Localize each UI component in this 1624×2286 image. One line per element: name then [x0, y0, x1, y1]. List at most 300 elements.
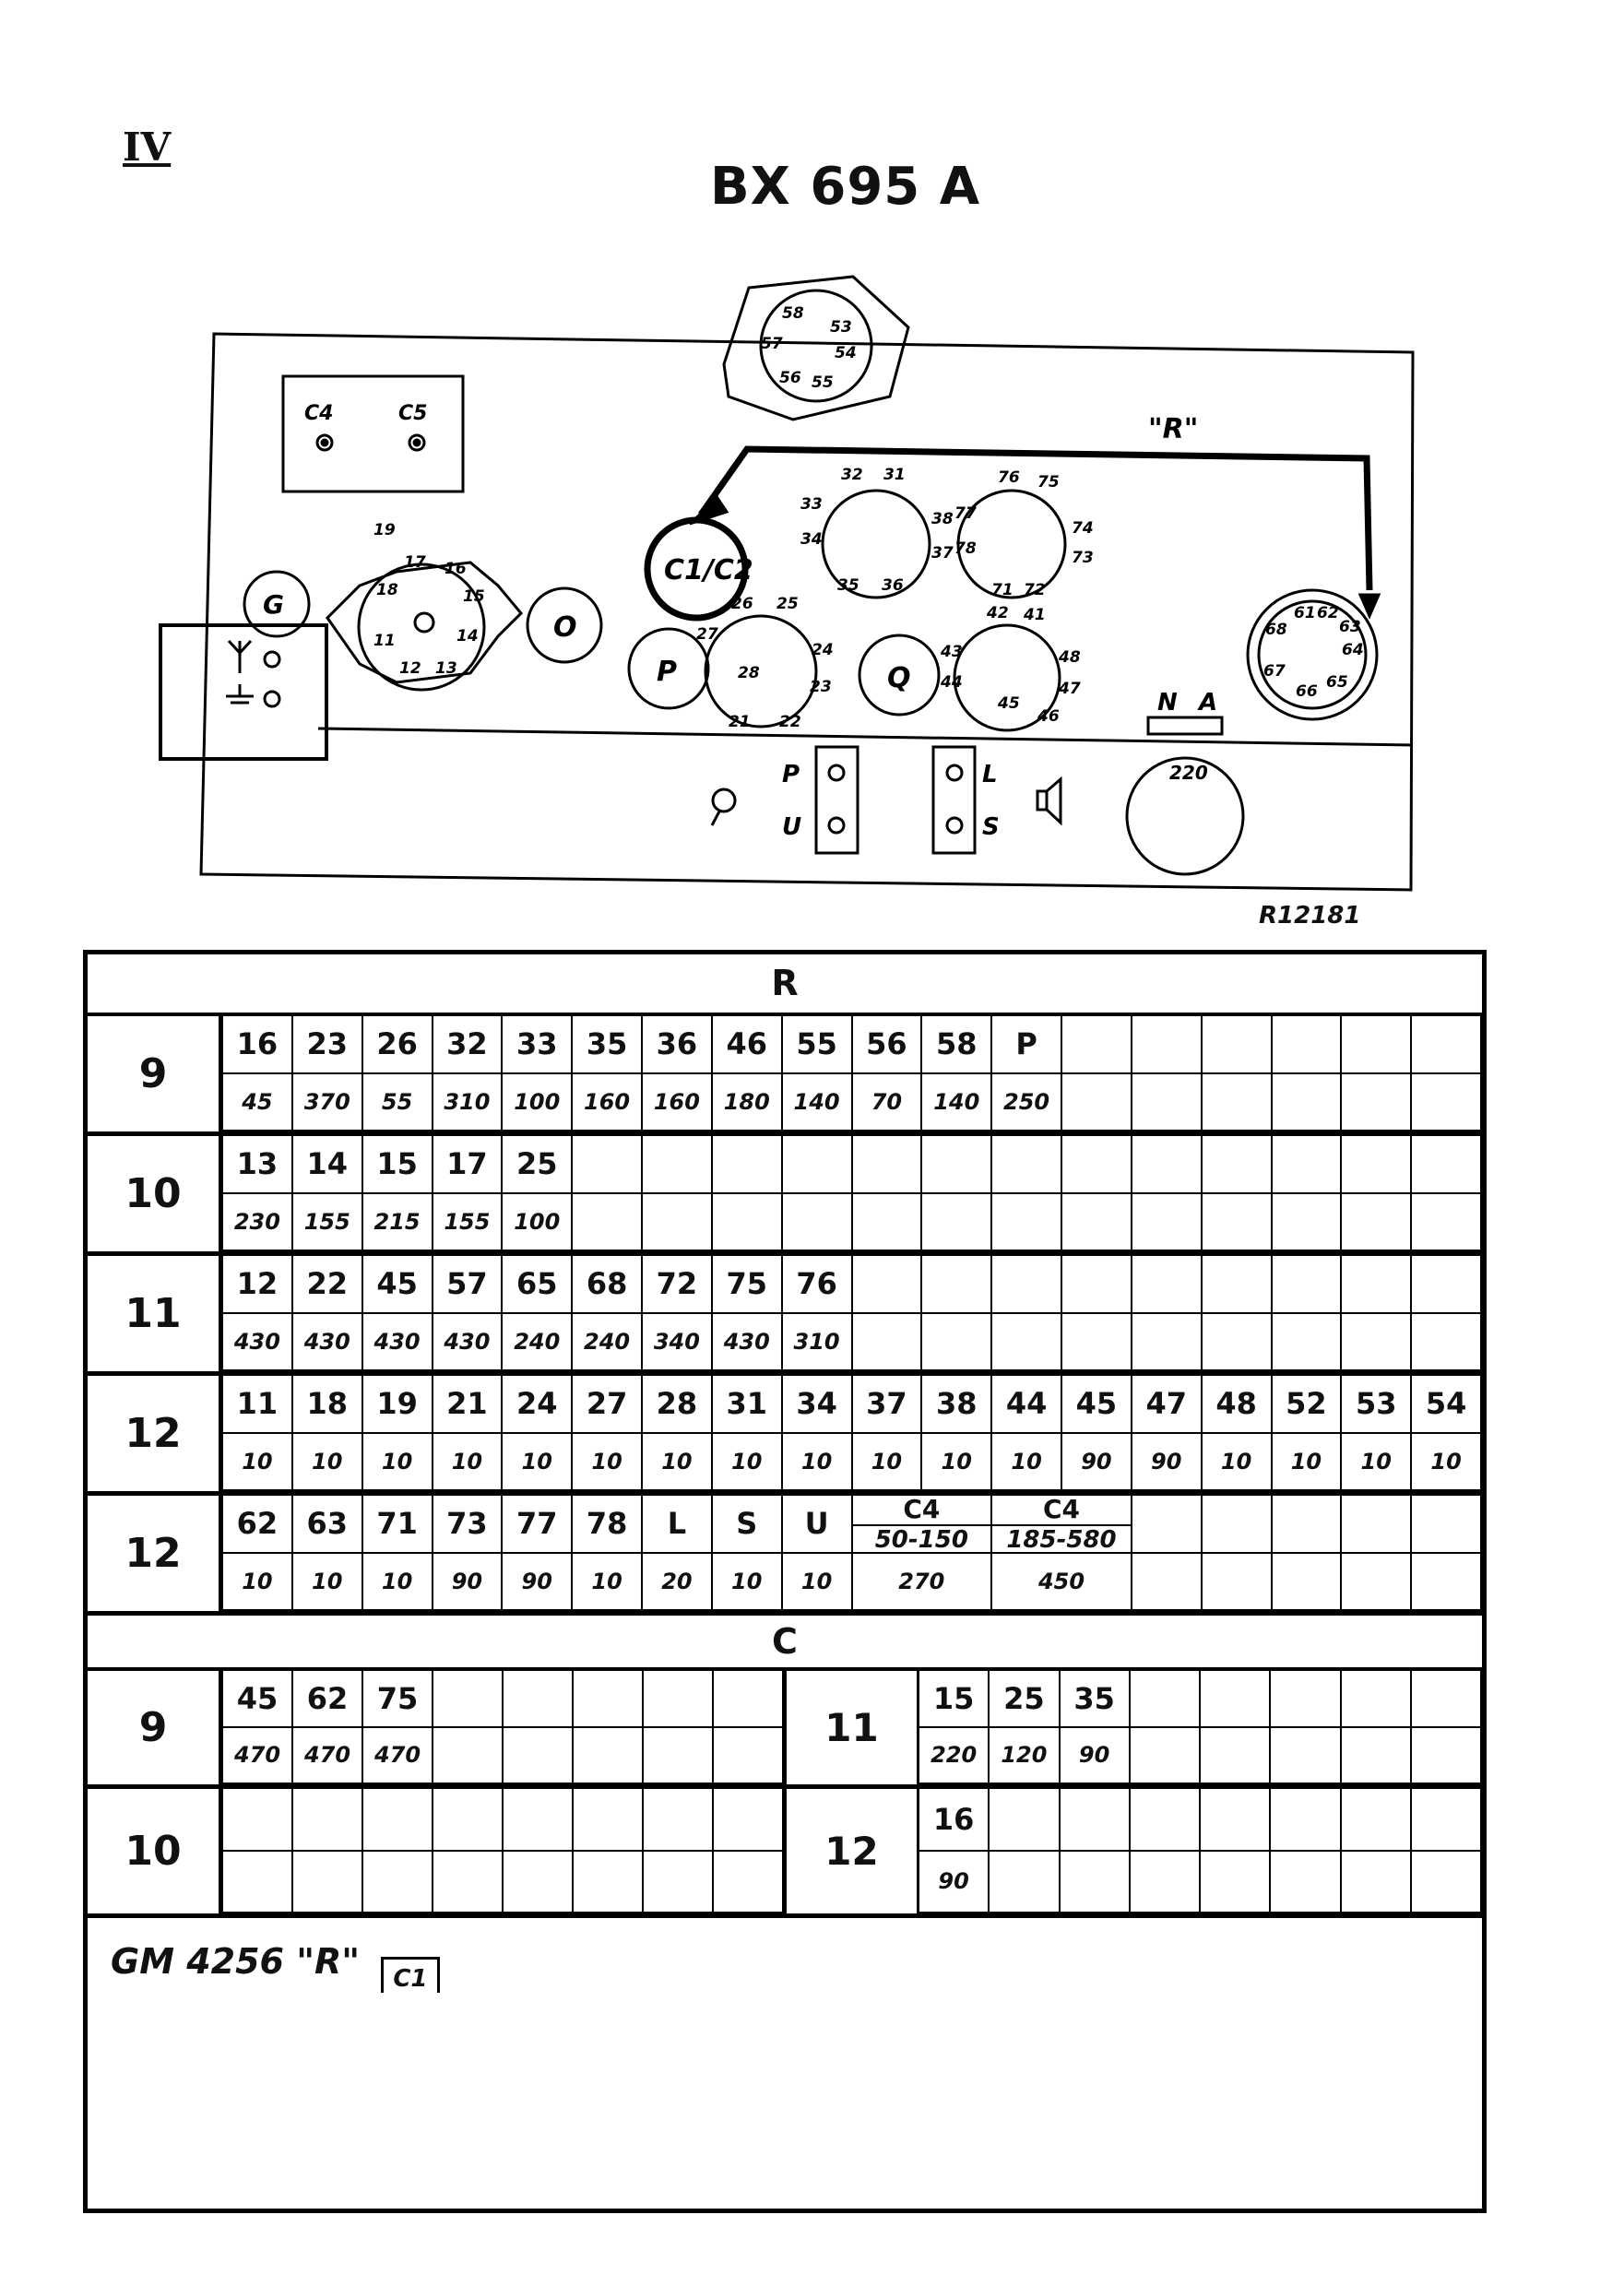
measurement-point: 62 — [306, 1680, 349, 1716]
circle-o-label: O — [553, 611, 577, 644]
value-cell — [1201, 1728, 1271, 1785]
measurement-point: 35 — [586, 1026, 628, 1062]
measurement-value: 180 — [723, 1088, 770, 1115]
value-cell — [644, 1852, 714, 1914]
point-cell — [504, 1671, 574, 1728]
measurement-value: 430 — [303, 1328, 350, 1355]
pin-label: 45 — [998, 694, 1020, 713]
value-cell — [922, 1434, 992, 1492]
value-cell — [783, 1554, 853, 1612]
pin-label: 34 — [800, 530, 823, 549]
value-cell — [714, 1852, 784, 1914]
value-cell — [713, 1194, 783, 1252]
r-grid — [223, 1136, 1482, 1251]
measurement-point: 34 — [796, 1386, 837, 1422]
measurement-value: 10 — [381, 1448, 413, 1475]
point-cell — [574, 1789, 644, 1852]
drawing-number: R12181 — [1259, 902, 1361, 930]
pin-label: 54 — [835, 344, 857, 362]
point-cell — [1062, 1136, 1132, 1194]
value-cell — [922, 1074, 992, 1132]
value-cell — [643, 1314, 713, 1372]
measurement-point: 57 — [446, 1266, 488, 1302]
row-label-secondary: 12 — [784, 1789, 919, 1913]
r-grid — [223, 1016, 1482, 1131]
antenna-box — [160, 625, 326, 759]
value-cell — [503, 1434, 573, 1492]
measurement-value: 470 — [233, 1742, 281, 1769]
point-cell — [1342, 1789, 1412, 1852]
measurement-point: 13 — [236, 1146, 279, 1182]
circle-p-label: P — [657, 656, 677, 688]
table-footer — [88, 1918, 1482, 2209]
r-row-12b — [88, 1496, 1482, 1616]
value-cell — [990, 1852, 1060, 1914]
row-label: 12 — [88, 1376, 223, 1491]
pin-label: 27 — [696, 625, 718, 644]
point-cell — [644, 1789, 714, 1852]
value-cell — [643, 1434, 713, 1492]
value-cell — [1342, 1434, 1412, 1492]
point-cell — [1273, 1136, 1343, 1194]
pin-label: 48 — [1059, 648, 1081, 667]
value-cell — [1412, 1434, 1482, 1492]
terminal-l-label: L — [982, 761, 998, 788]
route-label: "R" — [1148, 413, 1199, 445]
point-cell — [433, 1376, 504, 1434]
measurement-point: 58 — [935, 1026, 978, 1062]
pin-label: 37 — [931, 544, 954, 563]
measurement-point: 75 — [726, 1266, 767, 1302]
c4-range: 50-150 — [853, 1524, 991, 1554]
measurement-value: 10 — [661, 1448, 693, 1475]
value-cell — [573, 1074, 643, 1132]
c-grid-right — [919, 1671, 1482, 1784]
measurement-point: 68 — [586, 1266, 628, 1302]
value-cell — [223, 1554, 293, 1612]
point-cell — [1342, 1376, 1412, 1434]
pin-label: 77 — [954, 504, 977, 523]
value-cell — [1412, 1194, 1482, 1252]
measurement-value: 90 — [938, 1868, 969, 1895]
value-cell — [1412, 1554, 1482, 1612]
measurement-value: 240 — [514, 1328, 561, 1355]
measurement-value: 10 — [1360, 1448, 1392, 1475]
point-cell — [503, 1496, 573, 1554]
c4-value-cell — [853, 1554, 993, 1612]
c4-block — [992, 1496, 1132, 1554]
point-cell — [503, 1376, 573, 1434]
pin-label: 57 — [761, 335, 783, 353]
value-cell — [1271, 1728, 1341, 1785]
measurement-point: 76 — [796, 1266, 837, 1302]
measurement-point: 71 — [376, 1506, 418, 1542]
terminal-box-left — [816, 747, 858, 853]
measurement-value: 10 — [591, 1568, 622, 1594]
pin-label: 68 — [1265, 621, 1287, 639]
pin-label: 13 — [435, 659, 457, 678]
pin-label: 58 — [782, 304, 804, 323]
measurement-point: 36 — [656, 1026, 698, 1062]
value-cell — [1412, 1314, 1482, 1372]
measurement-point: 38 — [935, 1386, 978, 1422]
measurement-value: 10 — [451, 1448, 483, 1475]
point-cell — [853, 1136, 923, 1194]
pin-label: 24 — [812, 641, 834, 659]
value-cell — [1132, 1314, 1203, 1372]
point-cell — [1062, 1256, 1132, 1314]
pin-label: 42 — [987, 604, 1009, 622]
value-cell — [1412, 1074, 1482, 1132]
value-cell — [293, 1074, 363, 1132]
value-cell — [1061, 1852, 1131, 1914]
measurement-value: 470 — [373, 1742, 421, 1769]
point-cell — [643, 1496, 713, 1554]
measurement-value: 430 — [444, 1328, 491, 1355]
measurement-point: 11 — [236, 1386, 279, 1422]
point-cell — [223, 1671, 293, 1728]
measurement-point: 26 — [376, 1026, 418, 1062]
measurement-point: 12 — [236, 1266, 279, 1302]
pin-label: 16 — [445, 560, 467, 578]
value-cell — [783, 1434, 853, 1492]
measurement-point: 15 — [932, 1680, 975, 1716]
point-cell — [713, 1016, 783, 1074]
measurement-point: 35 — [1073, 1680, 1115, 1716]
pin-label: 46 — [1037, 707, 1060, 726]
measurement-value: 10 — [242, 1448, 273, 1475]
pin-label: 31 — [883, 466, 906, 484]
pin-label: 38 — [931, 510, 954, 528]
row-label: 9 — [88, 1671, 223, 1784]
r-row-11 — [88, 1256, 1482, 1376]
point-cell — [1061, 1789, 1131, 1852]
chassis-fold-line — [318, 728, 1413, 745]
pin-label: 43 — [941, 643, 963, 661]
point-cell — [714, 1789, 784, 1852]
measurement-value: 55 — [381, 1088, 413, 1115]
value-cell — [783, 1194, 853, 1252]
mains-a-label: A — [1199, 689, 1218, 717]
value-cell — [293, 1194, 363, 1252]
value-cell — [1132, 1554, 1203, 1612]
point-cell — [643, 1016, 713, 1074]
measurement-value: 340 — [653, 1328, 700, 1355]
c-grid-left — [223, 1671, 784, 1784]
measurement-value: 140 — [793, 1088, 840, 1115]
value-cell — [1132, 1074, 1203, 1132]
value-cell — [1203, 1434, 1273, 1492]
point-cell — [1062, 1376, 1132, 1434]
measurement-value: 10 — [1290, 1448, 1322, 1475]
value-cell — [1342, 1852, 1412, 1914]
measurement-point: 72 — [656, 1266, 698, 1302]
point-cell — [922, 1016, 992, 1074]
footer-note: GM 4256 "R" C1 — [111, 1941, 440, 1993]
route-r-line — [701, 449, 1369, 590]
point-cell — [1203, 1256, 1273, 1314]
pin-label: 21 — [729, 713, 751, 731]
pin-label: 62 — [1317, 604, 1339, 622]
measurement-point: 48 — [1215, 1386, 1257, 1422]
point-cell — [1203, 1496, 1273, 1554]
measurement-value: 90 — [451, 1568, 483, 1594]
measurement-point: 21 — [446, 1386, 488, 1422]
measurement-point: 24 — [516, 1386, 558, 1422]
measurement-point: 53 — [1355, 1386, 1397, 1422]
value-cell — [433, 1852, 504, 1914]
point-cell — [433, 1671, 504, 1728]
pin-label: 67 — [1263, 662, 1286, 681]
point-cell — [363, 1016, 433, 1074]
point-cell — [223, 1376, 293, 1434]
pin-label: 78 — [954, 539, 977, 558]
measurement-value: 120 — [1001, 1742, 1048, 1769]
point-cell — [922, 1376, 992, 1434]
c-row-10-12 — [88, 1789, 1482, 1918]
value-cell — [853, 1314, 923, 1372]
measurement-value: 160 — [584, 1088, 631, 1115]
point-cell — [1273, 1496, 1343, 1554]
point-cell — [293, 1256, 363, 1314]
measurement-point: 54 — [1425, 1386, 1467, 1422]
point-cell — [1342, 1016, 1412, 1074]
measurement-value: 155 — [303, 1208, 350, 1235]
point-cell — [1273, 1256, 1343, 1314]
pin-label: 64 — [1342, 641, 1364, 659]
measurement-point: 45 — [236, 1680, 279, 1716]
r-grid — [223, 1496, 1482, 1611]
c4-title: C4 — [903, 1496, 941, 1524]
point-cell — [1201, 1789, 1271, 1852]
measurement-point: 22 — [306, 1266, 348, 1302]
trimmer-box — [283, 376, 463, 492]
value-cell — [783, 1314, 853, 1372]
value-cell — [783, 1074, 853, 1132]
value-cell — [1342, 1074, 1412, 1132]
point-cell — [503, 1016, 573, 1074]
value-cell — [293, 1728, 363, 1785]
model-title: BX 695 A — [710, 157, 981, 217]
pin-label: 15 — [463, 587, 485, 606]
measurement-point: 25 — [516, 1146, 558, 1182]
measurement-point: 52 — [1286, 1386, 1327, 1422]
chassis-diagram — [0, 0, 1624, 922]
value-cell — [433, 1434, 504, 1492]
value-cell — [853, 1074, 923, 1132]
point-cell — [853, 1376, 923, 1434]
value-cell — [574, 1852, 644, 1914]
point-cell — [1132, 1016, 1203, 1074]
measurement-value: 310 — [793, 1328, 840, 1355]
point-cell — [433, 1789, 504, 1852]
value-cell — [992, 1434, 1062, 1492]
value-cell — [1412, 1728, 1482, 1785]
row-label: 12 — [88, 1496, 223, 1611]
point-cell — [1342, 1496, 1412, 1554]
point-cell — [714, 1671, 784, 1728]
point-cell — [783, 1256, 853, 1314]
point-cell — [1412, 1671, 1482, 1728]
measurement-point: 16 — [932, 1801, 975, 1837]
point-cell — [504, 1789, 574, 1852]
point-cell — [922, 1136, 992, 1194]
terminal-s-label: S — [982, 813, 1000, 841]
measurement-value: 230 — [233, 1208, 280, 1235]
point-cell — [783, 1016, 853, 1074]
value-cell — [1342, 1314, 1412, 1372]
point-cell — [363, 1789, 433, 1852]
c4-range: 185-580 — [992, 1524, 1131, 1554]
value-cell — [504, 1852, 574, 1914]
measurement-value: 10 — [871, 1448, 903, 1475]
value-cell — [363, 1728, 433, 1785]
point-cell — [363, 1496, 433, 1554]
point-cell — [363, 1671, 433, 1728]
c4-value: 450 — [1037, 1568, 1085, 1594]
measurement-value: 240 — [584, 1328, 631, 1355]
r-section-header: R — [88, 954, 1482, 1016]
measurement-value: 90 — [1151, 1448, 1182, 1475]
value-cell — [1203, 1074, 1273, 1132]
pin-label: 47 — [1059, 680, 1081, 698]
value-cell — [992, 1314, 1062, 1372]
r-row-10 — [88, 1136, 1482, 1256]
value-cell — [223, 1074, 293, 1132]
value-cell — [573, 1554, 643, 1612]
measurement-value: 10 — [242, 1568, 273, 1594]
point-cell — [1342, 1136, 1412, 1194]
measurement-value: 140 — [933, 1088, 980, 1115]
measurement-point: 46 — [726, 1026, 767, 1062]
point-cell — [713, 1376, 783, 1434]
c4-block — [853, 1496, 993, 1554]
point-cell — [433, 1016, 504, 1074]
r-grid — [223, 1256, 1482, 1371]
value-cell — [433, 1194, 504, 1252]
point-cell — [573, 1136, 643, 1194]
measurement-value: 430 — [373, 1328, 421, 1355]
point-cell — [573, 1496, 643, 1554]
point-cell — [293, 1671, 363, 1728]
value-cell — [363, 1314, 433, 1372]
value-cell — [503, 1074, 573, 1132]
measurement-value: 220 — [931, 1742, 978, 1769]
r-row-12a — [88, 1376, 1482, 1496]
value-cell — [1201, 1852, 1271, 1914]
value-cell — [1131, 1852, 1201, 1914]
value-cell — [1131, 1728, 1201, 1785]
point-cell — [1132, 1256, 1203, 1314]
point-cell — [992, 1376, 1062, 1434]
pin-label: 11 — [373, 632, 396, 650]
value-cell — [643, 1074, 713, 1132]
pin-label: 14 — [456, 627, 479, 646]
measurement-value: 155 — [444, 1208, 491, 1235]
value-cell — [714, 1728, 784, 1785]
c4-value: 270 — [898, 1568, 945, 1594]
value-cell — [713, 1434, 783, 1492]
measurement-point: U — [804, 1506, 829, 1542]
measurement-point: 47 — [1145, 1386, 1187, 1422]
value-cell — [713, 1074, 783, 1132]
value-cell — [1271, 1852, 1341, 1914]
point-cell — [503, 1256, 573, 1314]
measurement-value: 10 — [312, 1448, 343, 1475]
measurement-value: 10 — [381, 1568, 413, 1594]
measurement-value: 10 — [312, 1568, 343, 1594]
measurement-point: 56 — [866, 1026, 907, 1062]
value-cell — [223, 1314, 293, 1372]
point-cell — [643, 1376, 713, 1434]
point-cell — [1271, 1789, 1341, 1852]
measurement-value: 90 — [1078, 1742, 1110, 1769]
pin-label: 28 — [738, 664, 760, 682]
measurement-point: S — [736, 1506, 758, 1542]
measurement-point: 32 — [446, 1026, 488, 1062]
value-cell — [990, 1728, 1060, 1785]
row-label-secondary: 11 — [784, 1671, 919, 1784]
value-cell — [293, 1852, 363, 1914]
pin-label: 66 — [1296, 682, 1318, 701]
point-cell — [783, 1496, 853, 1554]
value-cell — [992, 1074, 1062, 1132]
value-cell — [1062, 1194, 1132, 1252]
measurement-point: 37 — [866, 1386, 907, 1422]
pin-label: 76 — [998, 468, 1020, 487]
measurement-point: 25 — [1003, 1680, 1045, 1716]
value-cell — [643, 1194, 713, 1252]
measurement-value: 160 — [653, 1088, 700, 1115]
pin-label: 26 — [731, 595, 753, 613]
point-cell — [433, 1256, 504, 1314]
value-cell — [992, 1194, 1062, 1252]
point-cell — [363, 1376, 433, 1434]
point-cell — [1273, 1016, 1343, 1074]
point-cell — [992, 1256, 1062, 1314]
pin-label: 63 — [1339, 618, 1361, 636]
value-cell — [363, 1554, 433, 1612]
socket-c — [705, 616, 816, 727]
value-cell — [713, 1314, 783, 1372]
point-cell — [783, 1376, 853, 1434]
point-cell — [1132, 1136, 1203, 1194]
point-cell — [1132, 1376, 1203, 1434]
measurement-value: 10 — [591, 1448, 622, 1475]
value-cell — [363, 1852, 433, 1914]
value-cell — [1273, 1314, 1343, 1372]
point-cell — [223, 1016, 293, 1074]
point-cell — [293, 1496, 363, 1554]
value-cell — [573, 1314, 643, 1372]
value-cell — [1273, 1194, 1343, 1252]
measurement-value: 10 — [731, 1448, 763, 1475]
point-cell — [223, 1496, 293, 1554]
row-label: 11 — [88, 1256, 223, 1371]
value-cell — [643, 1554, 713, 1612]
measurement-point: 14 — [306, 1146, 348, 1182]
point-cell — [1203, 1136, 1273, 1194]
pin-label: 17 — [404, 553, 426, 572]
value-cell — [503, 1194, 573, 1252]
point-cell — [1132, 1496, 1203, 1554]
point-cell — [503, 1136, 573, 1194]
value-cell — [433, 1314, 504, 1372]
point-cell — [1342, 1256, 1412, 1314]
value-cell — [1342, 1554, 1412, 1612]
value-cell — [1412, 1852, 1482, 1914]
measurement-value: 10 — [1011, 1448, 1042, 1475]
